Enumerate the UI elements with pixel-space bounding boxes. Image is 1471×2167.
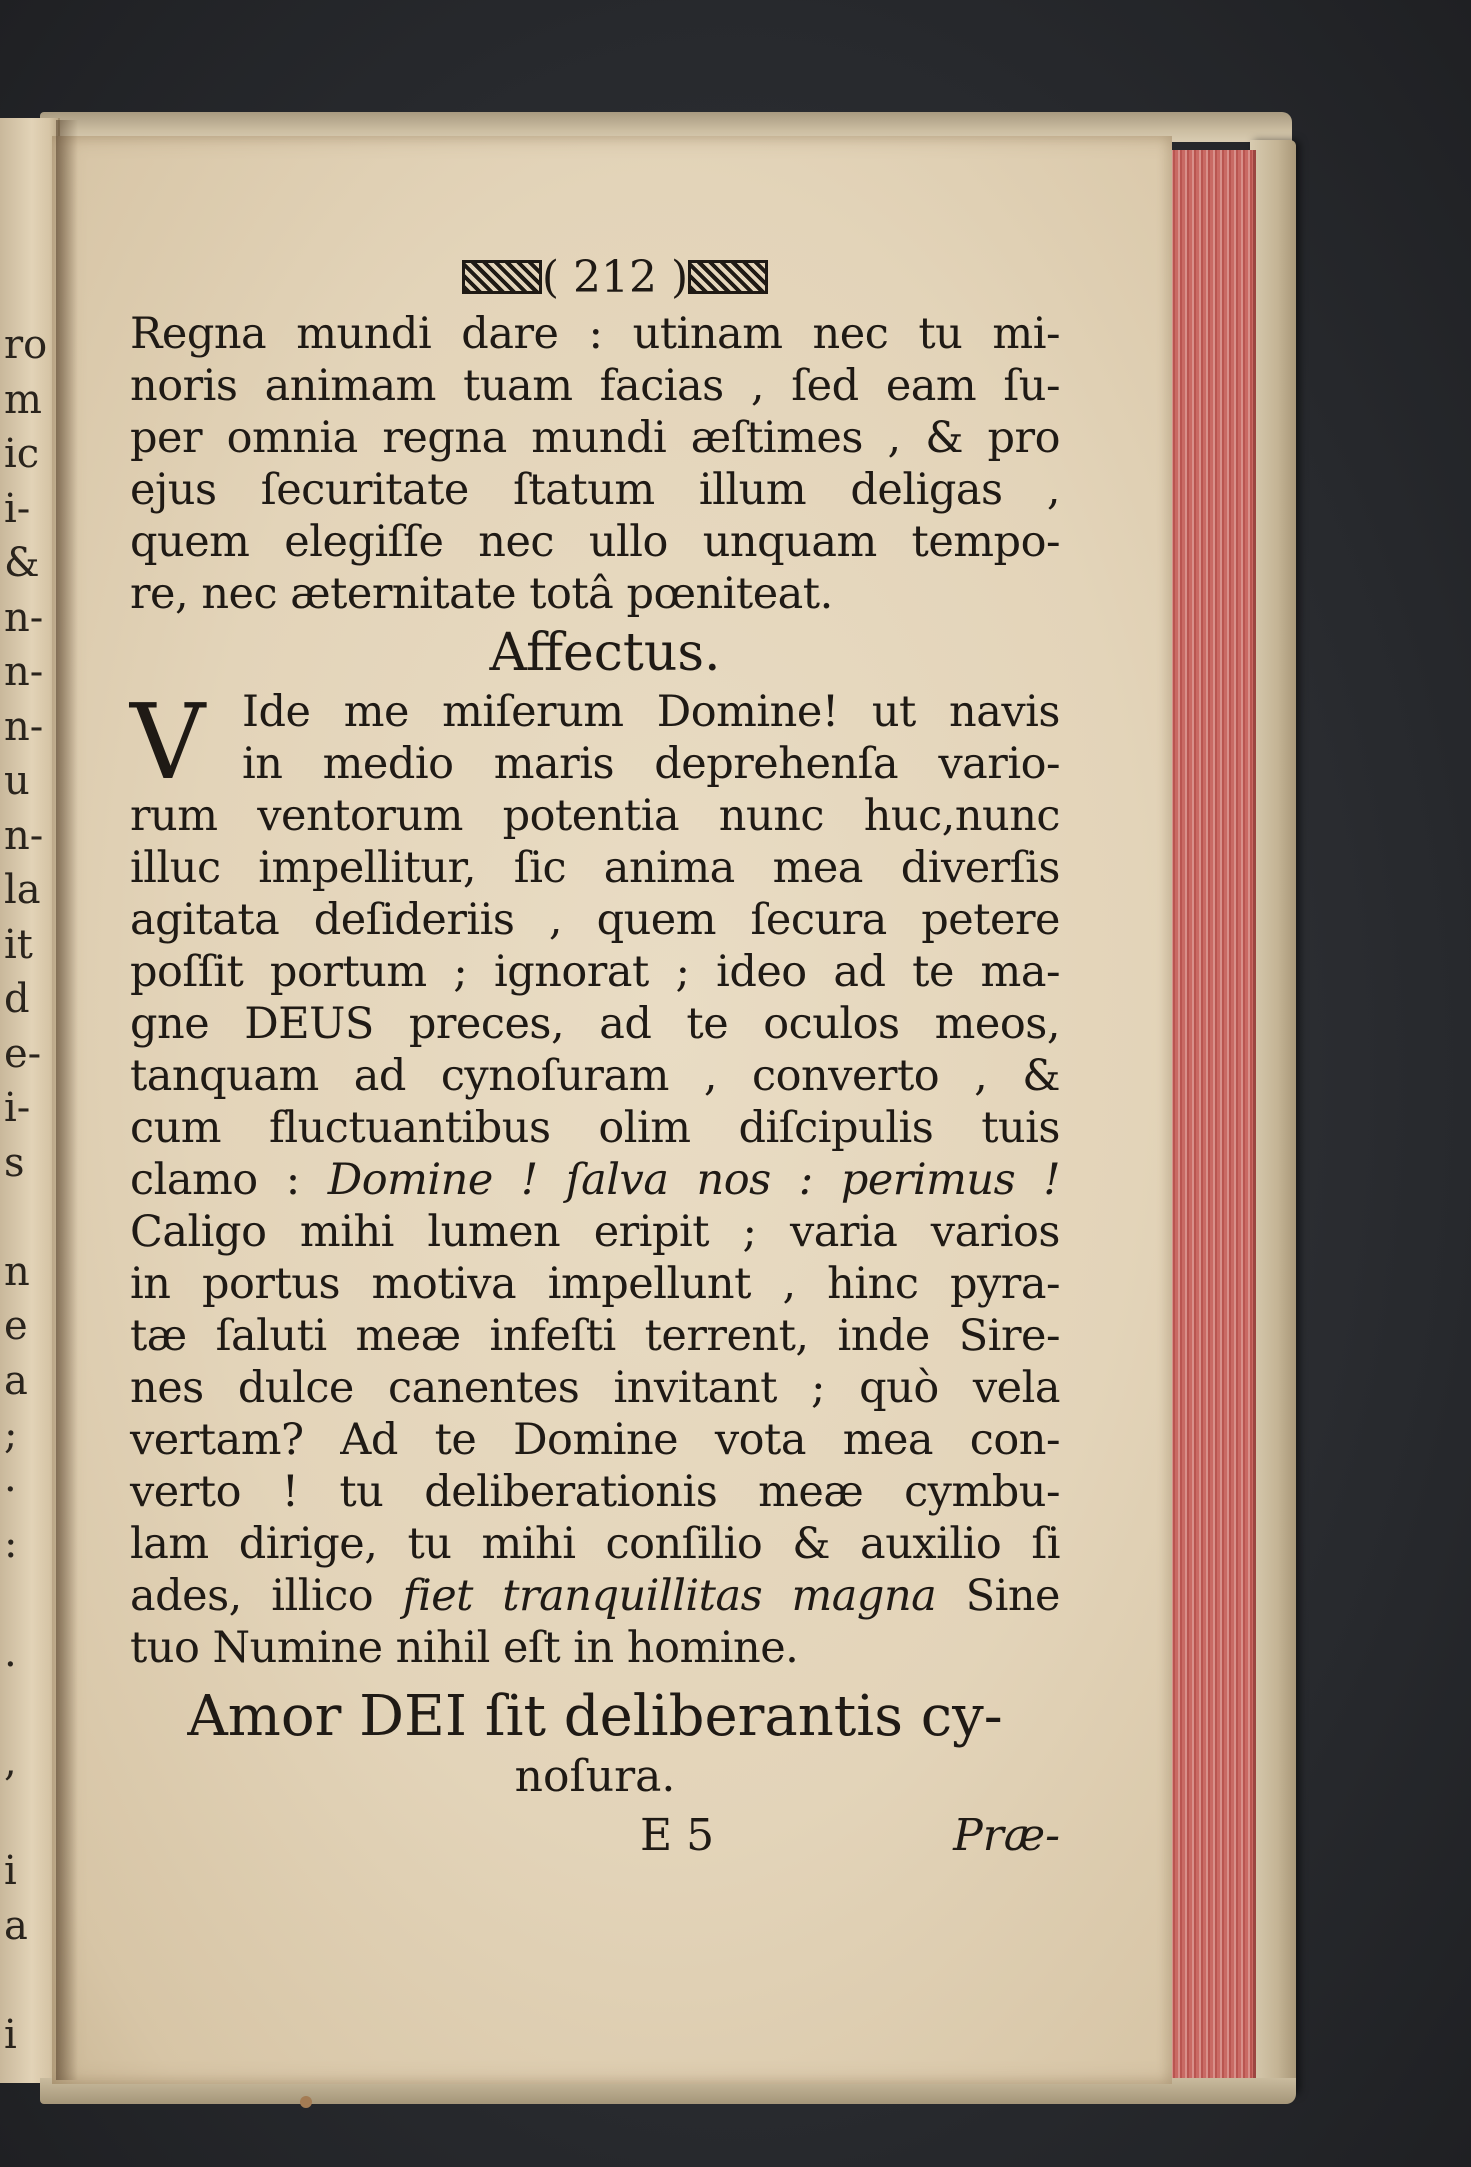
text-line: ejus ſecuritate ſtatum illum deligas , [130,465,1060,515]
margin-fragment [4,1190,44,1245]
catchword: Præ- [953,1810,1060,1861]
text-span: ades, illico [130,1571,403,1621]
text-line: tæ ſaluti meæ infeſti terrent, inde Sire- [130,1311,1060,1361]
margin-fragment: e [4,1303,28,1349]
ornament-right-icon [688,260,768,294]
ornament-left-icon [462,260,542,294]
margin-fragment: & [4,540,40,586]
paper-stain [300,2096,312,2108]
text-line: lam dirige, tu mihi conſilio & auxilio ſi [130,1519,1060,1569]
text-line: noris animam tuam facias , ſed eam ſu- [130,361,1060,411]
text-line: Regna mundi dare : utinam nec tu mi- [130,309,1060,359]
italic-quote: fiet tranquillitas magna [402,1571,937,1621]
margin-fragment: a [4,1357,28,1404]
red-page-edges [1168,150,1256,2090]
margin-fragment: n- [4,703,44,750]
margin-fragment: : [4,1521,18,1567]
margin-fragment: s [4,1139,25,1186]
margin-fragment: ; [4,1412,18,1458]
margin-fragment: n- [4,812,44,859]
book-cover-right [1250,140,1296,2095]
text-line: in portus motiva impellunt , hinc pyra- [130,1259,1060,1309]
text-span: clamo : [130,1155,328,1205]
left-facing-page [0,118,60,2083]
text-line: cum fluctuantibus olim diſcipulis tuis [130,1103,1060,1153]
motto-line: noſura. [514,1751,676,1802]
margin-fragment: i- [4,485,31,532]
text-line: verto ! tu deliberationis meæ cymbu- [130,1467,1060,1517]
margin-fragment: d [4,976,30,1022]
text-line: tuo Numine nihil eſt in homine. [130,1623,799,1673]
margin-fragment: n [4,1248,30,1295]
text-line: re, nec æternitate totâ pœniteat. [130,569,833,619]
margin-fragment: i- [4,1085,31,1131]
margin-fragment [4,1681,44,1736]
left-page-text-fragments [4,318,48,2062]
text-line: Ide me miſerum Domine! ut navis [242,687,1060,737]
text-span: Sine [965,1571,1060,1621]
opening-paragraph [130,308,1060,620]
page-footer [130,1804,1060,1868]
signature-mark: E 5 [640,1810,715,1861]
margin-fragment: it [4,921,33,968]
page-header [170,248,1060,308]
margin-fragment [4,1953,44,2008]
margin-fragment: i [4,2011,17,2058]
margin-fragment: . [4,1630,17,1676]
text-line: Caligo mihi lumen eripit ; varia varios [130,1207,1060,1257]
margin-fragment: · [4,1466,17,1513]
margin-fragment: ic [4,431,40,477]
text-line: nes dulce canentes invitant ; quò vela [130,1363,1060,1413]
text-line [130,1570,1060,1622]
margin-fragment: , [4,1739,17,1785]
text-line: agitata deſideriis , quem ſecura petere [130,895,1060,945]
page-text [130,248,1060,1868]
text-line [130,1154,1060,1206]
text-line: rum ventorum potentia nunc huc,nunc [130,791,1060,841]
text-line: per omnia regna mundi æſtimes , & pro [130,413,1060,463]
margin-fragment [4,1572,44,1627]
book-page [52,136,1172,2084]
margin-fragment [4,1790,44,1845]
margin-fragment: a [4,1902,28,1949]
text-line: tanquam ad cynoſuram , converto , & [130,1051,1060,1101]
text-line: gne DEUS preces, ad te oculos meos, [130,999,1060,1049]
text-line: illuc impellitur, ſic anima mea diverſis [130,843,1060,893]
text-line: poſſit portum ; ignorat ; ideo ad te ma- [130,947,1060,997]
text-line: vertam? Ad te Domine vota mea con- [130,1415,1060,1465]
text-line: quem elegiſſe nec ullo unquam tempo- [130,517,1060,567]
section-title: Affectus. [489,623,721,683]
margin-fragment: u [4,758,30,804]
margin-fragment: n- [4,594,44,641]
affectus-paragraph [130,681,1060,1674]
margin-fragment: la [4,867,41,913]
page-number: ( 212 ) [541,252,689,303]
drop-cap: V [130,681,206,803]
margin-fragment: m [4,376,42,423]
margin-fragment: ro [4,322,48,368]
margin-fragment: n- [4,649,44,695]
spine-shadow [56,120,78,2080]
italic-quote: Domine ! ſalva nos : perimus ! [327,1155,1060,1205]
motto-line: Amor DEI ſit deliberantis cy- [187,1684,1003,1749]
text-line: in medio maris deprehenſa vario- [242,739,1060,789]
margin-fragment: e- [4,1030,42,1077]
margin-fragment: i [4,1848,17,1894]
